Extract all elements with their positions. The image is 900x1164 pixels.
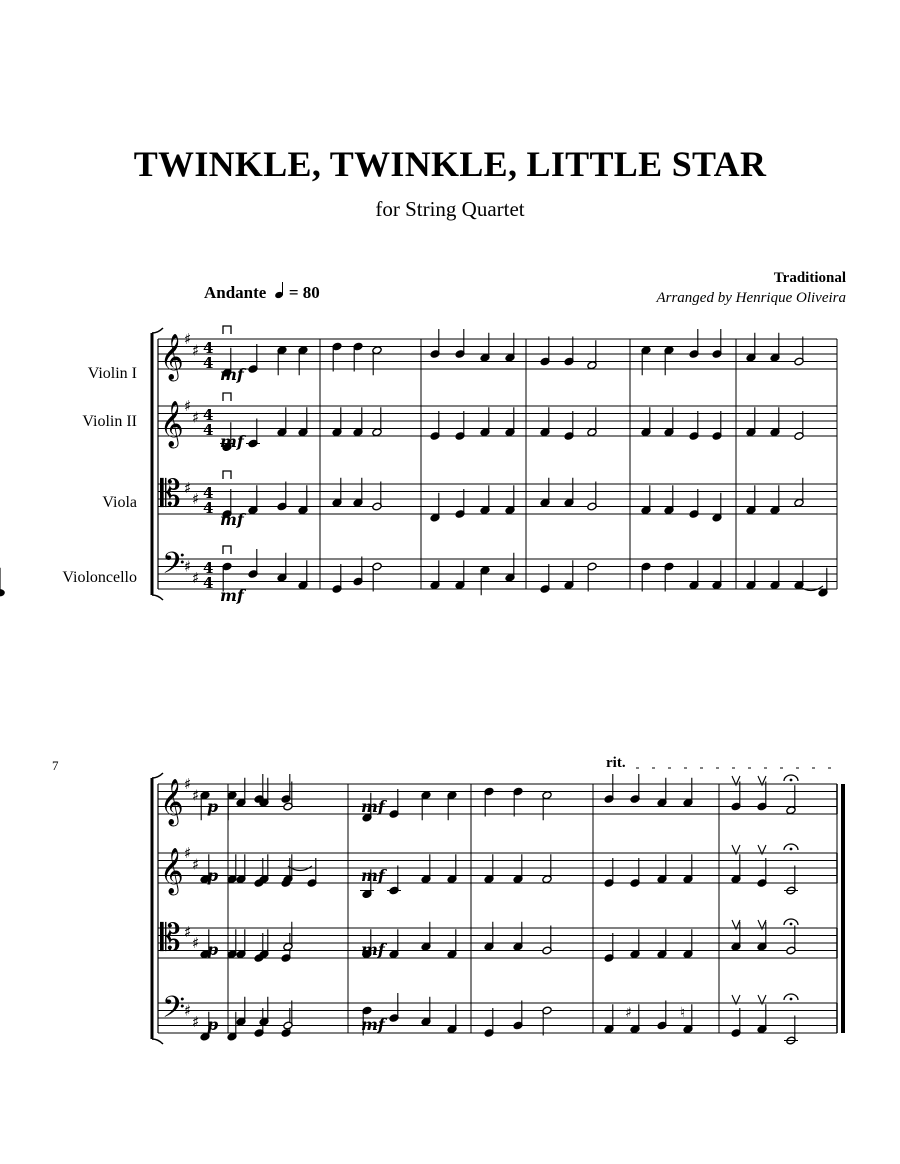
dynamic-marking: p [207,797,219,816]
time-signature-bottom: 4 [203,499,214,517]
bracket-hook-top [152,773,163,778]
bracket-hook-bottom [152,595,163,600]
sharp-sign-icon: ♯ [192,1012,200,1031]
time-signature-bottom: 4 [203,421,214,439]
dynamic-marking: p [207,866,219,885]
dynamic-marking: mf [220,365,244,384]
dynamic-marking: mf [361,940,385,959]
sharp-sign-icon: ♯ [192,568,200,587]
time-signature-top: 4 [203,406,214,424]
instrument-label-cello: Violoncello [62,569,137,586]
composer: Traditional [773,270,846,286]
instrument-label-viola: Viola [102,494,137,511]
fermata-dot [790,998,793,1001]
dynamic-marking: mf [220,432,244,451]
quarter-note [0,590,4,596]
alto-clef-icon: 𝄡 [160,916,181,959]
sharp-sign-icon: ♯ [192,490,200,508]
bass-clef-icon: 𝄢 [162,991,186,1032]
sharp-sign-icon: ♯ [184,397,192,415]
natural-sign-icon: ♮ [680,1005,686,1021]
sharp-sign-icon: ♯ [192,341,200,360]
treble-clef-icon: 𝄞 [160,779,184,825]
arranger: Arranged by Henrique Oliveira [656,290,846,306]
time-signature-bottom: 4 [203,574,214,592]
time-signature-top: 4 [203,559,214,577]
measure-number: 7 [52,758,59,773]
bracket-hook-top [152,328,163,333]
dynamic-marking: mf [361,797,385,816]
dynamic-marking: p [207,940,219,959]
bracket-hook-bottom [152,1039,163,1044]
time-signature-bottom: 4 [203,354,214,372]
instrument-label-violin1: Violin I [87,365,137,382]
dynamic-marking: mf [220,586,244,605]
dynamic-marking: p [207,1015,219,1034]
sharp-sign-icon: ♯ [625,1005,632,1021]
dynamic-marking: mf [220,510,244,529]
sharp-sign-icon: ♯ [184,775,192,793]
sharp-sign-icon: ♯ [184,478,192,497]
fermata-dot [790,923,793,926]
treble-clef-icon: 𝄞 [160,401,184,447]
treble-clef-icon: 𝄞 [160,334,184,380]
sharp-sign-icon: ♯ [184,922,192,941]
time-signature-top: 4 [203,484,214,502]
score-title: TWINKLE, TWINKLE, LITTLE STAR [133,144,767,184]
down-bow-icon [223,326,231,334]
treble-clef-icon: 𝄞 [160,848,184,894]
dynamic-marking: mf [361,1015,385,1034]
sharp-sign-icon: ♯ [184,844,192,862]
sharp-sign-icon: ♯ [184,557,192,576]
tempo-word: Andante [204,283,267,302]
down-bow-icon [223,471,231,479]
down-bow-icon [223,393,231,401]
fermata-dot [790,848,793,851]
tempo-value: = 80 [288,283,320,302]
instrument-label-violin2: Violin II [82,413,137,430]
sharp-sign-icon: ♯ [192,934,200,952]
score-subtitle: for String Quartet [375,197,525,221]
sharp-sign-icon: ♯ [192,855,200,874]
time-signature-top: 4 [203,339,214,357]
final-barline-thick [841,784,845,1033]
sharp-sign-icon: ♯ [192,786,200,805]
sharp-sign-icon: ♯ [184,1001,192,1020]
alto-clef-icon: 𝄡 [160,472,181,515]
sharp-sign-icon: ♯ [192,408,200,427]
ritardando-marking: rit. [606,755,626,771]
dynamic-marking: mf [361,866,385,885]
fermata-dot [790,779,793,782]
down-bow-icon [223,546,231,554]
sharp-sign-icon: ♯ [184,330,192,348]
bass-clef-icon: 𝄢 [162,547,186,588]
